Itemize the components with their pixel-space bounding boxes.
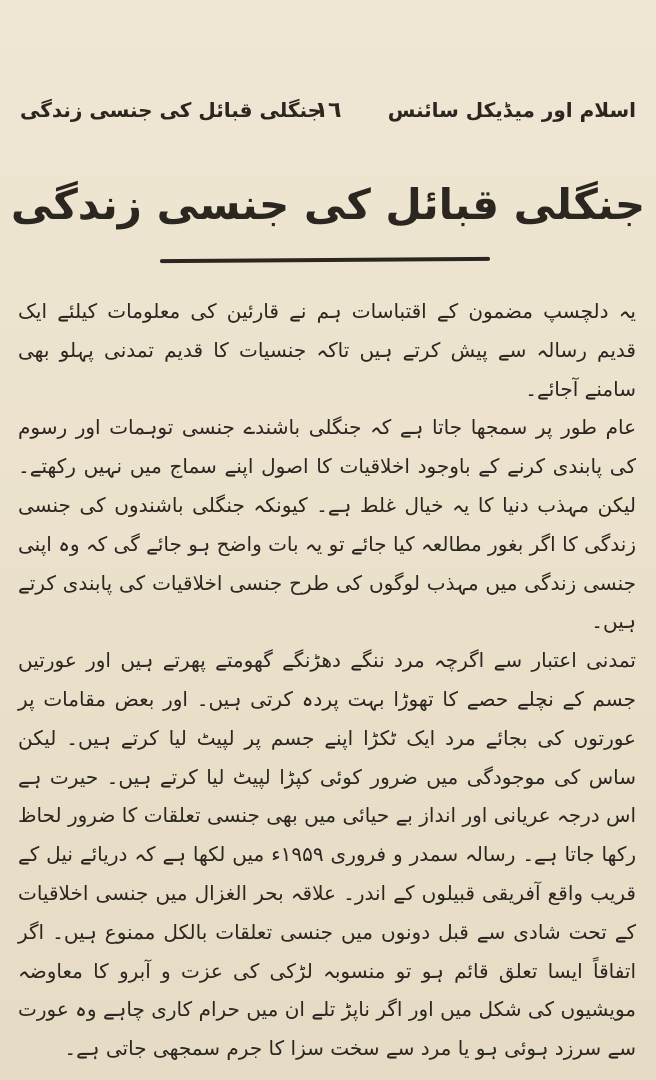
paragraph-1: یہ دلچسپ مضمون کے اقتباسات ہم نے قارئین کی معلومات کیلئے ایک قدیم رسالہ سے پیش کرتے ہیں تاکہ جنسیات کا قدیم تمدنی پہلو بھی سامنے آجائے۔ [18,299,636,401]
header-chapter-title: جنگلی قبائل کی جنسی زندگی [20,98,323,122]
paragraph-2: عام طور پر سمجھا جاتا ہے کہ جنگلی باشندے جنسی توہمات اور رسوم کی پابندی کرنے کے باوجود اخلاقیات کا اصول اپنے سماج میں نہیں رکھتے۔ لیکن مہذب دنیا کا یہ خیال غلط ہے۔ کیونکہ جنگلی باشندوں کی جنسی زندگی کا اگر بغور مطالعہ کیا جائے تو یہ بات واضح ہو جائے گی کہ وہ اپنی جنسی زندگی میں مہذب لوگوں کی طرح جنسی اخلاقیات کی پابندی کرتے ہیں۔ [18,415,636,634]
running-header [14,98,642,138]
header-book-title: اسلام اور میڈیکل سائنس [387,98,636,122]
paragraph-3: تمدنی اعتبار سے اگرچہ مرد ننگے دھڑنگے گھومتے پھرتے ہیں اور عورتیں جسم کے نچلے حصے کا تھوڑا بہت پردہ کرتی ہیں۔ اور بعض مقامات پر عورتوں کی بجائے مرد ایک ٹکڑا اپنے جسم پر لپیٹ لیا کرتے ہیں۔ لیکن ساس کی موجودگی میں ضرور کوئی کپڑا لپیٹ لیا کرتے ہیں۔ حیرت ہے اس درجہ عریانی اور انداز بے حیائی میں بھی جنسی تعلقات کا ضرور لحاظ رکھا جاتا ہے۔ رسالہ سمدر و فروری ۱۹۵۹ء میں لکھا ہے کہ دریائے نیل کے قریب واقع آفریقی قبیلوں کے اندر۔ علاقہ بحر الغزال میں جنسی اخلاقیات کے تحت شادی سے قبل دونوں میں جنسی تعلقات بالکل ممنوع ہیں۔ اگر اتفاقاً ایسا تعلق قائم ہو تو منسوبہ لڑکی کی عزت و آبرو کا معاوضہ مویشیوں کی شکل میں اور اگر ناپڑ تلے ان میں حرام کاری چاہے وہ عورت سے سرزد ہوئی ہو یا مرد سے سخت سزا کا جرم سمجھی جاتی ہے۔ [18,648,636,1061]
chapter-title: جنگلی قبائل کی جنسی زندگی [10,180,646,229]
page-number: ١٦ [314,98,342,123]
body-text [18,292,636,1068]
chapter-title-block [0,180,656,229]
title-underline [160,257,490,263]
